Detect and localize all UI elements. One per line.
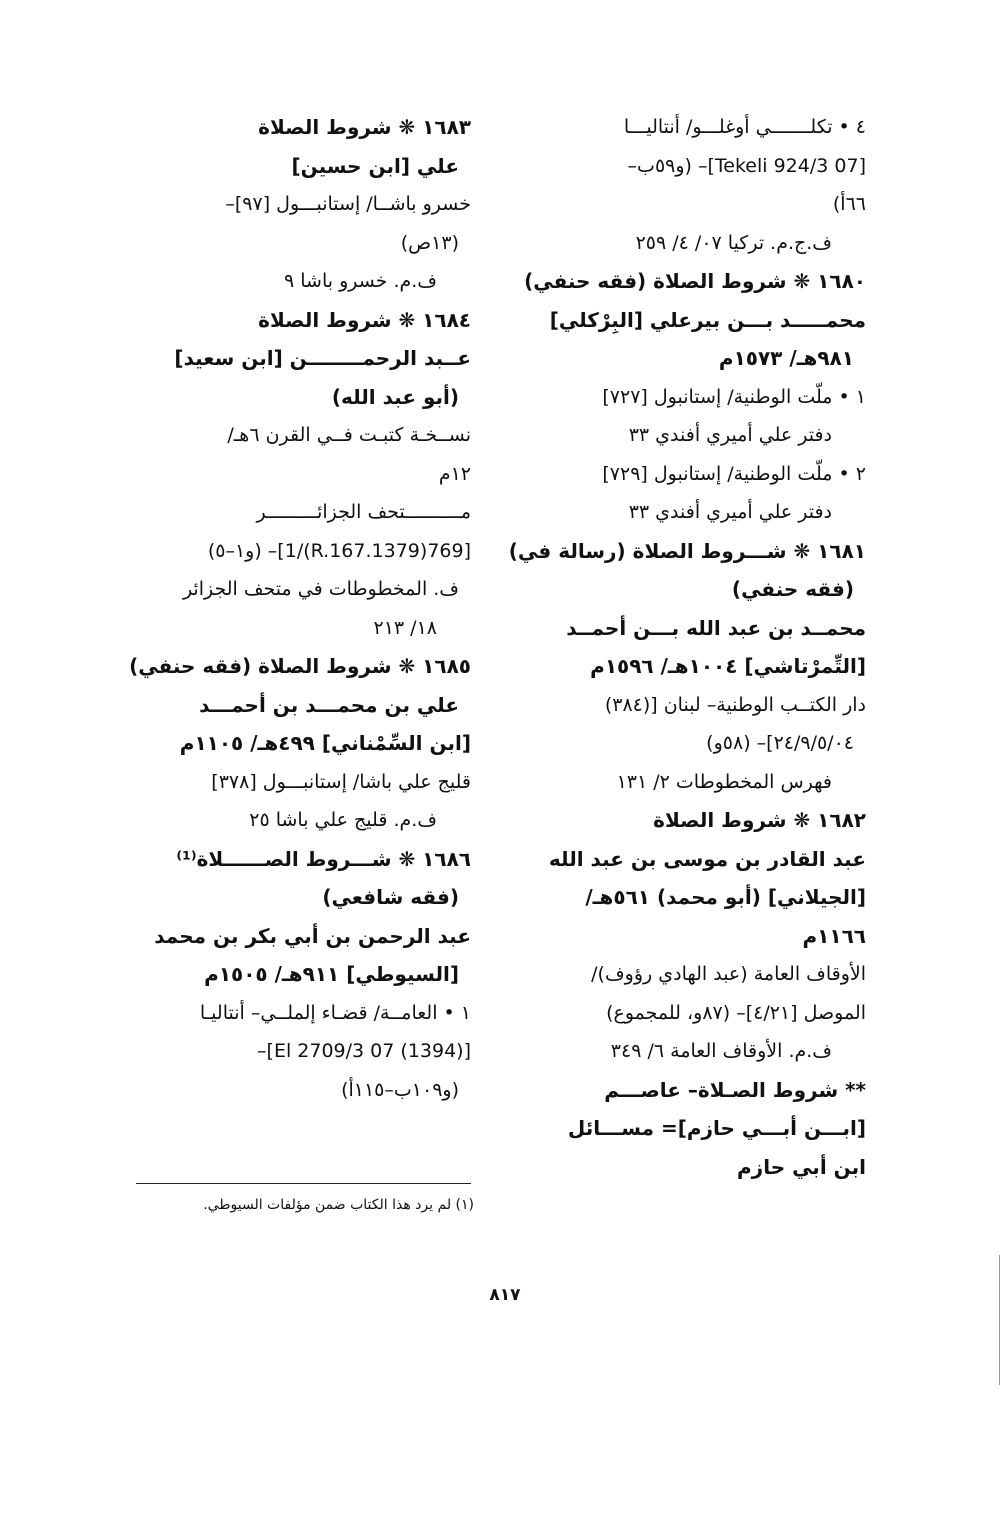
left-column-line: (أبو عبد الله) [331,384,459,409]
right-column-line: ١٦٨١ ❋ شـــروط الصلاة (رسالة في) [508,538,866,563]
right-column-line: ٢٤/٩/٥/٠٤]– (٥٨و) [706,732,854,754]
left-column-line: ١٢م [438,462,471,485]
left-column-line: ١٦٨٦ ❋ شـــروط الصــــــلاة⁽¹⁾ [176,846,471,871]
right-column-line: ف.م. الأوقاف العامة ٦/ ٣٤٩ [610,1040,832,1062]
left-column-line: ١٦٨٤ ❋ شروط الصلاة [258,307,471,332]
left-column-line: ف.م. قليج علي باشا ٢٥ [249,809,437,831]
right-column-line: [التِّمرْتاشي] ١٠٠٤هـ/ ١٥٩٦م [590,654,866,678]
left-column-line: (١٣ص) [400,231,459,254]
right-column-line: عبد القادر بن موسى بن عبد الله [548,846,866,871]
left-column-line: ١٨/ ٢١٣ [373,616,437,639]
right-column-line: [الجيلاني] (أبو محمد) ٥٦١هـ/ [585,885,866,909]
right-column-line: ٦٦أ) [832,193,866,215]
left-column-line: [ابن السِّمْناني] ٤٩٩هـ/ ١١٠٥م [179,731,471,755]
page-number: ٨١٧ [489,1285,521,1305]
right-column-line: ف.ج.م. تركيا ٠٧/ ٤/ ٢٥٩ [635,231,832,254]
right-column-line: الموصل [٤/٢١]– (٨٧و، للمجموع) [606,1001,866,1024]
left-column-line: (و١٠٩ب–١١٥أ) [341,1078,459,1101]
right-column-line: دفتر علي أميري أفندي ٣٣ [628,501,832,523]
left-column [129,108,471,1109]
left-column-line: علي [ابن حسين] [291,153,459,178]
left-column-line: قليج علي باشا/ إستانبـــول [٣٧٨] [211,770,471,793]
footnote: (١) لم يرد هذا الكتاب ضمن مؤلفات السيوطي. [203,1197,474,1213]
right-column-line: ١٦٨٠ ❋ شروط الصلاة (فقه حنفي) [524,269,866,293]
left-column-line: (فقه شافعي) [322,885,459,909]
right-column-line: [ابـــن أبـــي حازم]= مســـائل [567,1116,866,1140]
left-column-line: ف.م. خسرو باشا ٩ [283,270,437,292]
right-column-line: ١٦٨٢ ❋ شروط الصلاة [653,808,866,832]
left-column-line: علي بن محمـــد بن أحمـــد [199,692,459,717]
left-column-line: مــــــــــتحف الجزائـــــــــر [256,501,471,523]
right-column-line: ١١٦٦م [802,923,866,948]
right-column-line: ٢ • ملّت الوطنية/ إستانبول [٧٢٩] [602,462,866,485]
right-column-line: دفتر علي أميري أفندي ٣٣ [628,424,832,446]
right-column-line: ٤ • تكلـــــــي أوغلـــو/ أنتاليـــا [623,116,866,138]
left-column-line: ١ • العامــة/ قضـاء إلملــي– أنتاليـا [199,1001,471,1024]
right-column-line: ** شروط الصـلاة– عاصـــم [604,1077,866,1102]
left-column-line: [(1394) 07 El 2709/3]– [257,1040,471,1062]
left-column-line: خسرو باشــا/ إستانبـــول [٩٧]– [225,193,471,215]
right-column-line: ١ • ملّت الوطنية/ إستانبول [٧٢٧] [602,385,866,408]
right-column-line: ابن أبي حازم [737,1154,866,1179]
right-column-line: الأوقاف العامة (عبد الهادي رؤوف)/ [591,963,866,985]
left-column-line: عــبد الرحمــــــــن [ابن سعيد] [174,346,471,370]
left-column-line: ١٦٨٣ ❋ شروط الصلاة [258,115,471,139]
left-column-line: [السيوطي] ٩١١هـ/ ١٥٠٥م [204,962,459,986]
right-column-line: [07 Tekeli 924/3]– (و٥٩ب– [627,154,866,177]
right-column-line: (فقه حنفي) [731,577,854,601]
left-column-line: ١٦٨٥ ❋ شروط الصلاة (فقه حنفي) [129,654,471,678]
left-column-line: عبد الرحمن بن أبي بكر بن محمد [154,923,471,948]
footnote-rule [136,1183,471,1184]
right-column [508,108,866,1186]
right-column-line: فهرس المخطوطات ٢/ ١٣١ [616,770,832,793]
left-column-line: نســخـة كتبـت فــي القرن ٦هـ/ [227,424,471,446]
scan-edge [999,1255,1000,1385]
right-column-line: محمـــــد بـــن بيرعلي [البِرْكلي] [549,307,866,332]
right-column-line: ٩٨١هـ/ ١٥٧٣م [718,346,854,370]
left-column-line: ف. المخطوطات في متحف الجزائر [182,578,459,600]
right-column-line: محمــد بن عبد الله بـــن أحمــد [566,615,866,640]
right-column-line: دار الكتــب الوطنية– لبنان [(٣٨٤) [604,693,866,716]
left-column-line: [769(1379.R.167)/1]– (و١–٥) [207,539,471,562]
